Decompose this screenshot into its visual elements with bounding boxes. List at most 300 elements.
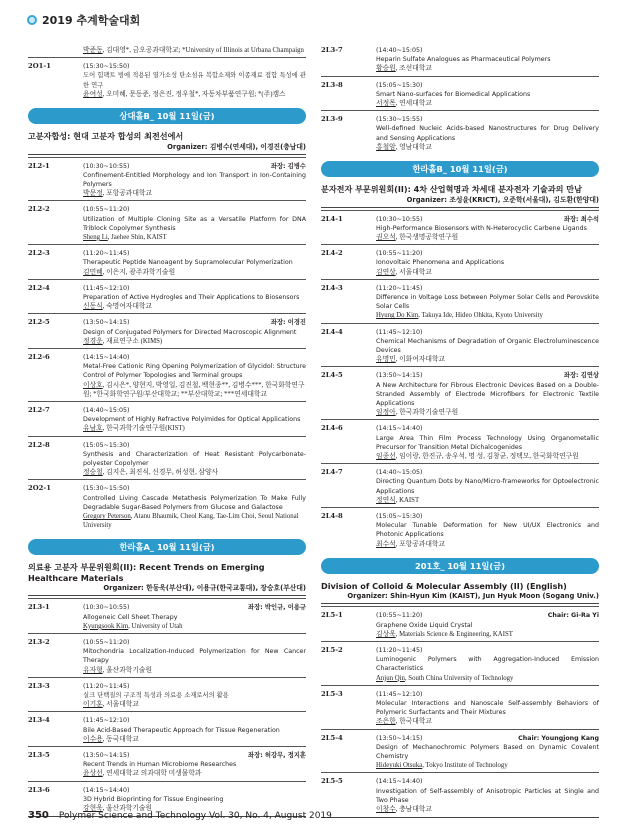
separator-session xyxy=(321,244,376,248)
entry-title: 도어 힘팩트 빔에 적용된 열가소성 탄소섬유 복합소재와 이종재료 접합 특성에 관한 연구 xyxy=(83,72,306,89)
separator-session xyxy=(321,507,376,511)
separator-line xyxy=(376,606,599,610)
presenter-name: 유자형 xyxy=(83,666,103,674)
entry-time: (14:15~14:40) xyxy=(376,425,423,433)
separator-session xyxy=(321,606,376,610)
entry-separator xyxy=(28,677,306,681)
presenter-name: Hyung Do Kim xyxy=(376,312,419,320)
entry-time: (15:30~15:50) xyxy=(83,485,130,493)
entry-time: (11:20~11:45) xyxy=(83,250,130,258)
entry-body xyxy=(83,441,306,478)
entry-title: Luminogenic Polymers with Aggregation-Induced Emission Characteristics xyxy=(376,656,599,673)
entry-code: 2L5-5 xyxy=(321,777,343,786)
co-authors: , University of Utah xyxy=(128,622,183,630)
separator-line xyxy=(376,110,599,114)
presenter-name: Gregory Peterson xyxy=(83,513,131,521)
separator-session xyxy=(28,279,83,283)
co-authors: , 한국생명공학연구원 xyxy=(395,233,459,241)
entry-time: (10:30~10:55) xyxy=(83,604,130,612)
entry-title: Preparation of Active Hydrogles and Their Applications to Biosensors xyxy=(83,293,300,301)
entry-separator xyxy=(28,57,306,61)
presenter-name: 이기훈 xyxy=(83,701,103,709)
separator-session xyxy=(28,401,83,405)
entry-code: 2L2-4 xyxy=(28,283,50,292)
entry-code: 2L4-4 xyxy=(321,327,343,336)
co-authors: , Jaehee Shin, KAIST xyxy=(107,233,167,241)
presenter-name: 유명민 xyxy=(376,356,396,364)
entry-time-row xyxy=(83,682,306,691)
entry-authors xyxy=(376,452,599,461)
entry-time-row xyxy=(376,734,599,743)
co-authors: , Tokyo Institute of Technology xyxy=(422,762,508,770)
entry-separator xyxy=(321,76,599,80)
entry-body xyxy=(83,638,306,675)
entry-title: Directing Quantum Dots by Nano/Micro-frameworks for Optoelectronic Applications xyxy=(376,478,599,495)
entry-authors xyxy=(83,512,306,530)
presenter-name: 박문정 xyxy=(83,190,103,198)
presenter-name: 권오석 xyxy=(376,233,396,241)
entry-time-row xyxy=(83,786,306,795)
entry-time: (11:45~12:10) xyxy=(83,717,130,725)
entry-time-row xyxy=(376,215,599,224)
co-authors: , 임이랑, 한진규, 송우석, 명 성, 김창균, 정택모, 한국화학연구원 xyxy=(395,453,579,460)
entry-body xyxy=(376,215,599,243)
entry-title: Recent Trends in Human Microbiome Researches xyxy=(83,761,237,769)
co-authors: , 조선대학교 xyxy=(395,65,432,73)
presenter-name: 이창수 xyxy=(376,805,396,813)
presenter-name: 신동식 xyxy=(83,303,103,311)
entry-code: 2L4-1 xyxy=(321,214,343,223)
entry-time: (14:40~15:05) xyxy=(83,406,130,414)
entry-body xyxy=(83,406,306,434)
program-entry xyxy=(321,46,599,74)
entry-body xyxy=(83,751,306,779)
separator-session xyxy=(28,781,83,785)
entry-authors xyxy=(83,337,306,346)
entry-title: Heparin Sulfate Analogues as Pharmaceutical Polymers xyxy=(376,56,551,64)
entry-time: (11:45~12:10) xyxy=(376,328,423,336)
entry-authors xyxy=(376,311,599,320)
presenter-name: 김상욱 xyxy=(376,630,396,638)
separator-line xyxy=(376,685,599,689)
separator-line xyxy=(83,436,306,440)
co-authors: , 포항공과대학교 xyxy=(395,540,446,548)
separator-line xyxy=(376,323,599,327)
co-authors: , KAIST xyxy=(395,496,420,504)
entry-title: Mitochondria Localization-Induced Polymerization for New Cancer Therapy xyxy=(83,648,306,665)
presenter-name: Sheng Li xyxy=(83,233,108,241)
session-organizer: Organizer: 김병수(연세대), 이경진(충남대) xyxy=(167,142,306,151)
separator-session xyxy=(28,244,83,248)
entry-authors xyxy=(83,424,306,433)
entry-title: Therapeutic Peptide Nanoagent by Supramolecular Polymerization xyxy=(83,259,293,267)
separator-session xyxy=(28,436,83,440)
entry-time-row xyxy=(83,353,306,362)
entry-time: (10:55~11:20) xyxy=(83,639,130,647)
separator-session xyxy=(28,677,83,681)
entry-code: 2L3-7 xyxy=(321,46,343,54)
co-authors: , 연세대학교 xyxy=(395,100,432,108)
entry-time-row xyxy=(83,716,306,725)
entry-separator xyxy=(28,157,306,161)
entry-time-row xyxy=(376,81,599,90)
entry-title: Chemical Mechanisms of Degradation of Organic Electroluminescence Devices xyxy=(376,337,599,354)
entry-code: 2L2-6 xyxy=(28,352,50,361)
entry-code: 2L3-3 xyxy=(28,681,50,690)
entry-code: 2L4-8 xyxy=(321,512,343,521)
program-entry xyxy=(321,328,599,365)
program-entry xyxy=(28,682,306,710)
entry-separator xyxy=(321,685,599,689)
separator-line xyxy=(83,57,306,61)
separator-session xyxy=(28,746,83,750)
entry-authors xyxy=(376,761,599,770)
entry-time: (11:20~11:45) xyxy=(376,646,423,654)
entry-code: 2L5-2 xyxy=(321,645,343,654)
entry-authors xyxy=(83,381,306,399)
co-authors: , 울산과학기술원 xyxy=(102,666,153,674)
program-entry xyxy=(28,603,306,631)
program-entry xyxy=(321,690,599,727)
entry-time-row xyxy=(83,205,306,214)
entry-separator xyxy=(321,110,599,114)
entry-title: Molecular Tunable Deformation for New UI/UX Electronics and Photonic Applications xyxy=(376,522,599,539)
entry-time-row xyxy=(376,371,599,380)
entry-body xyxy=(376,734,599,771)
entry-separator xyxy=(28,401,306,405)
entry-time: (15:05~15:30) xyxy=(376,513,423,521)
entry-body xyxy=(83,716,306,744)
entry-code: 2L2-7 xyxy=(28,405,50,414)
entry-authors xyxy=(376,268,599,277)
column-end-rule xyxy=(321,817,599,818)
entry-body xyxy=(376,512,599,549)
entry-separator xyxy=(321,279,599,283)
entry-title: Molecular Interactions and Nanoscale Self-assembly Behaviors of Polymeric Surfactants and Their Mixtures xyxy=(376,699,599,717)
co-authors: , 숙명여자대학교 xyxy=(102,303,153,311)
entry-body xyxy=(376,468,599,505)
separator-session xyxy=(28,157,83,161)
entry-title: Well-defined Nucleic Acids-based Nanostructures for Drug Delivery and Sensing Applications xyxy=(376,125,599,142)
entry-title: Difference in Voltage Loss between Polymer Solar Cells and Perovskite Solar Cells xyxy=(376,293,599,311)
entry-body xyxy=(83,162,306,199)
entry-title: Design of Conjugated Polymers for Directed Macroscopic Alignment xyxy=(83,328,297,336)
presenter-name: 임종선 xyxy=(376,453,396,460)
entry-title: Design of Mechanochromic Polymers Based on Dynamic Covalent Chemistry xyxy=(376,743,599,760)
program-entry xyxy=(321,777,599,814)
program-entry xyxy=(28,751,306,779)
entry-authors xyxy=(376,64,599,73)
entry-separator xyxy=(28,279,306,283)
entry-separator xyxy=(28,479,306,483)
entry-title: A New Architecture for Fibrous Electronic Devices Based on a Double-Stranded Assembly of Electrode Microfibers for Electronic Textile Applications xyxy=(376,381,599,407)
entry-body xyxy=(376,328,599,365)
program-entry xyxy=(321,81,599,109)
entry-body xyxy=(83,284,306,312)
entry-separator xyxy=(321,244,599,248)
separator-line xyxy=(83,746,306,750)
separator-line xyxy=(83,598,306,602)
entry-code: 2L4-3 xyxy=(321,283,343,292)
session-chair: 좌장: 김병수 xyxy=(270,162,306,170)
entry-authors xyxy=(83,622,306,631)
separator-session xyxy=(28,711,83,715)
entry-body xyxy=(376,46,599,74)
left-column xyxy=(28,45,306,817)
co-authors: , 한국대학교 xyxy=(395,718,432,726)
entry-time: (13:50~14:15) xyxy=(376,734,423,742)
entry-title: 실크 단백질의 구조적 특성과 의료용 소재로서의 활용 xyxy=(83,692,229,700)
entry-title: Utilization of Multiple Cloning Site as a Versatile Platform for DNA Triblock Copolymer Synthesis xyxy=(83,215,306,232)
presenter-name: 윤상선 xyxy=(83,770,103,778)
entry-authors xyxy=(376,717,599,726)
entry-authors xyxy=(83,302,306,311)
entry-title: 3D Hybrid Bioprinting for Tissue Engineering xyxy=(83,795,224,803)
program-entry xyxy=(321,371,599,417)
entry-separator xyxy=(321,463,599,467)
separator-line xyxy=(376,279,599,283)
entry-time-row xyxy=(83,284,306,293)
separator-line xyxy=(83,313,306,317)
session-organizer: Organizer: 조성윤(KRICT), 오준학(서울대), 김도환(한양대) xyxy=(406,195,599,204)
entry-time-row xyxy=(83,638,306,647)
entry-title: Metal-Free Cationic Ring Opening Polymerization of Glycidol: Structure Control of Polymer Topologies and Terminal groups xyxy=(83,363,306,380)
entry-time-row xyxy=(376,46,599,55)
co-authors: , 오미혜, 문동준, 정은진, 정우철*, 자동차부품연구원; *(주)캠스 xyxy=(102,90,286,98)
separator-session xyxy=(28,200,83,204)
entry-body xyxy=(83,62,306,99)
entry-time: (14:40~15:05) xyxy=(376,469,423,477)
entry-time: (11:45~12:10) xyxy=(83,284,130,292)
presenter-name: 강현욱 xyxy=(83,805,103,813)
separator-line xyxy=(83,200,306,204)
presenter-name: 정승철 xyxy=(83,469,103,477)
session-chair: 좌장: 최수석 xyxy=(563,215,599,223)
separator-session xyxy=(321,210,376,214)
program-entry xyxy=(28,284,306,312)
entry-title: Confinement-Entitled Morphology and Ion Transport in Ion-Containing Polymers xyxy=(83,171,306,188)
co-authors: , 울산과학기술원 xyxy=(102,805,153,813)
entry-separator xyxy=(321,366,599,370)
separator-session xyxy=(28,598,83,602)
co-authors: , South China University of Technology xyxy=(404,674,514,682)
entry-time: (14:40~15:05) xyxy=(376,47,423,54)
entry-title: High-Performance Biosensors with N-Heterocyclic Carbene Ligands xyxy=(376,224,587,232)
entry-time-row xyxy=(376,424,599,433)
entry-code: 2L3-9 xyxy=(321,115,343,124)
session-banner: 한라홀B_ 10월 11일(금) xyxy=(321,161,599,177)
separator-line xyxy=(376,641,599,645)
entry-body xyxy=(376,777,599,814)
entry-body xyxy=(83,205,306,242)
entry-authors xyxy=(83,666,306,675)
entry-time-row xyxy=(376,777,599,786)
session-chair: Chair: Youngjong Kang xyxy=(518,734,599,742)
entry-title: Synthesis and Characterization of Heat Resistant Polycarbonate-polyester Copolymer xyxy=(83,450,306,467)
entry-time-row xyxy=(83,62,306,71)
session-title: 고분자합성: 현대 고분자 합성의 최전선에서 xyxy=(28,131,184,142)
program-entry xyxy=(28,205,306,242)
entry-time-row xyxy=(376,468,599,477)
entry-separator xyxy=(321,419,599,423)
presenter-name: 임정아 xyxy=(376,409,396,417)
entry-body xyxy=(376,284,599,321)
entry-code: 2L4-6 xyxy=(321,424,343,433)
entry-separator xyxy=(28,244,306,248)
separator-line xyxy=(376,210,599,214)
program-entry xyxy=(28,441,306,478)
entry-separator xyxy=(321,772,599,776)
co-authors: , 동국대학교 xyxy=(102,735,139,743)
entry-authors xyxy=(376,496,599,505)
program-entry xyxy=(321,734,599,771)
entry-code: 2L3-4 xyxy=(28,716,50,725)
entry-title: Allogeneic Cell Sheet Therapy xyxy=(83,613,178,621)
entry-time: (14:15~14:40) xyxy=(376,778,423,786)
entry-time-row xyxy=(376,115,599,124)
entry-authors xyxy=(83,233,306,242)
entry-code: 2L5-3 xyxy=(321,689,343,698)
entry-time-row xyxy=(376,328,599,337)
session-chair: 좌장: 김연상 xyxy=(563,372,599,380)
entry-time-row xyxy=(83,441,306,450)
program-entry xyxy=(321,215,599,243)
entry-body xyxy=(83,484,306,530)
co-authors: , 서울대학교 xyxy=(395,268,432,276)
co-authors: , 김지은, 최진식, 신경무, 허성현, 삼양사 xyxy=(102,469,219,477)
entry-code: 2L2-8 xyxy=(28,440,50,449)
session-title: 의료용 고분자 부문위원회(II): Recent Trends on Emerging Healthcare Materials xyxy=(28,562,265,583)
entry-time: (15:30~15:50) xyxy=(83,63,130,71)
separator-session xyxy=(321,110,376,114)
entry-authors xyxy=(83,700,306,709)
entry-time-row xyxy=(376,646,599,655)
co-authors: , 이화여자대학교 xyxy=(395,356,446,364)
entry-time-row xyxy=(83,484,306,493)
entry-code: 2O1-1 xyxy=(28,62,51,71)
entry-time-row xyxy=(376,249,599,258)
entry-code: 2L3-6 xyxy=(28,785,50,794)
presenter-name: 이수용 xyxy=(83,735,103,743)
program-entry xyxy=(28,638,306,675)
entry-title: Ionovoltaic Phenomena and Applications xyxy=(376,259,505,267)
entry-authors xyxy=(376,674,599,683)
entry-code: 2L4-5 xyxy=(321,371,343,380)
separator-line xyxy=(376,419,599,423)
co-authors: , 연세대학교 의과대학 미생물학과 xyxy=(102,770,202,778)
entry-body xyxy=(376,371,599,417)
separator-session xyxy=(28,479,83,483)
entry-time: (10:55~11:20) xyxy=(376,612,423,620)
program-entry xyxy=(28,62,306,99)
header-title: 2019 추계학술대회 xyxy=(42,14,141,27)
presenter-name: 조은한 xyxy=(376,718,396,726)
session-chair: 좌장: 이경진 xyxy=(270,319,306,327)
entry-code: 2L2-5 xyxy=(28,318,50,327)
separator-line xyxy=(376,463,599,467)
entry-time: (10:55~11:20) xyxy=(83,206,130,214)
entry-code: 2L2-3 xyxy=(28,249,50,258)
presenter-name: Kyungsook Kim xyxy=(83,622,129,630)
program-entry xyxy=(321,512,599,549)
separator-line xyxy=(83,633,306,637)
entry-title: Development of Highly Refractive Polyimides for Optical Applications xyxy=(83,416,301,424)
program-entry xyxy=(321,424,599,461)
presenter-name: 홍철암 xyxy=(376,143,396,151)
entry-body xyxy=(83,353,306,399)
session-title: Division of Colloid & Molecular Assembly (II) (English) xyxy=(321,580,567,591)
entry-separator xyxy=(28,348,306,352)
presenter-name: 서정목 xyxy=(376,100,396,108)
program-entry xyxy=(28,353,306,399)
session-banner: 상대홀B_ 10월 11일(금) xyxy=(28,108,306,124)
co-authors: , 한국과학기술연구원 xyxy=(395,409,459,417)
entry-code: 2L3-2 xyxy=(28,638,50,647)
program-entry xyxy=(321,468,599,505)
program-entry xyxy=(321,115,599,152)
entry-code: 2L2-2 xyxy=(28,205,50,214)
session-organizer: Organizer: Shin-Hyun Kim (KAIST), Jun Hyuk Moon (Sogang Univ.) xyxy=(347,592,599,601)
separator-line xyxy=(83,711,306,715)
session-banner: 201호_ 10월 11일(금) xyxy=(321,558,599,574)
page-footer xyxy=(28,810,332,821)
presenter-name: 최수석 xyxy=(376,540,396,548)
entry-title: Investigation of Self-assembly of Anisotropic Particles at Single and Two Phase xyxy=(376,787,599,804)
separator-line xyxy=(376,772,599,776)
bullet-icon xyxy=(27,15,37,25)
presenter-name: 이상호 xyxy=(83,381,103,389)
entry-body xyxy=(376,611,599,639)
entry-time-row xyxy=(83,751,306,760)
entry-body xyxy=(376,249,599,277)
program-entry xyxy=(28,249,306,277)
entry-time: (15:05~15:30) xyxy=(83,441,130,449)
co-authors: , 김시은*, 양현지, 박영일, 김진철, 백현종**, 김병수***, 한국화학연구원; *한국화학연구원/부산대학교; **부산대학교; ***연세대학교 xyxy=(83,381,305,398)
entry-code: 2L3-1 xyxy=(28,603,50,612)
co-authors: , 충남대학교 xyxy=(395,805,432,813)
entry-code: 2L5-4 xyxy=(321,733,343,742)
entry-body xyxy=(83,603,306,631)
entry-title: Bile Acid-Based Therapeutic Approach for Tissue Regeneration xyxy=(83,726,280,734)
separator-line xyxy=(83,279,306,283)
entry-time: (15:05~15:30) xyxy=(376,81,423,89)
entry-body xyxy=(83,46,306,55)
entry-time-row xyxy=(83,249,306,258)
session-title: 분자전자 부문위원회(II): 4차 산업혁명과 차세대 분자전자 기술과의 만남 xyxy=(321,184,582,195)
entry-authors xyxy=(83,46,306,55)
co-authors: , 이은지, 광주과학기술원 xyxy=(102,268,176,276)
entry-authors xyxy=(376,630,599,639)
program-entry xyxy=(321,646,599,683)
session-chair: 좌장: 박인규, 이용규 xyxy=(248,604,306,612)
entry-time: (14:15~14:40) xyxy=(83,353,130,361)
session-rule xyxy=(321,207,599,208)
session-rule xyxy=(28,154,306,155)
separator-session xyxy=(321,76,376,80)
program-entry xyxy=(28,406,306,434)
entry-authors xyxy=(376,805,599,814)
entry-time-row xyxy=(83,162,306,171)
entry-code: 2L4-2 xyxy=(321,249,343,258)
co-authors: , 김대영*, 금오공과대학교; *University of Illinois at Urbana Champaign xyxy=(102,47,304,54)
program-entry xyxy=(28,716,306,744)
presenter-name: Hideyuki Otsuka xyxy=(376,762,423,770)
entry-separator xyxy=(28,598,306,602)
separator-session xyxy=(321,323,376,327)
right-column xyxy=(321,45,599,818)
entry-code: 2L5-1 xyxy=(321,611,343,620)
entry-time: (15:30~15:55) xyxy=(376,116,423,124)
